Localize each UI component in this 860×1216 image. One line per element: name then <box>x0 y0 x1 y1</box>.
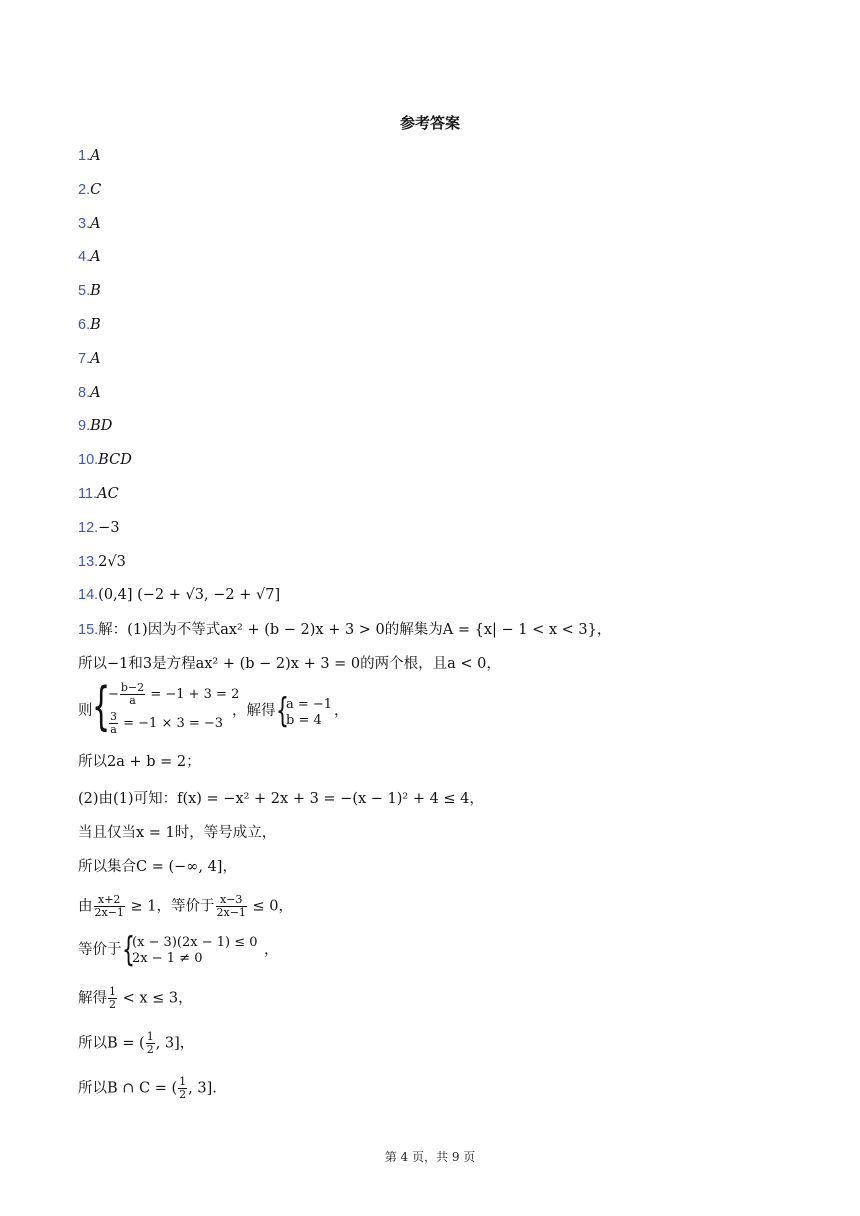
answer-value: B <box>90 283 101 299</box>
answer-value: (0,4] (−2 + √3, −2 + √7] <box>98 587 281 603</box>
q15-line-5: (2)由(1)可知：f(x) = −x² + 2x + 3 = −(x − 1)² + 4 ≤ 4， <box>78 791 484 807</box>
q15-number: 15. <box>78 622 99 638</box>
system-equation-2: a = −1 b = 4 <box>286 697 333 728</box>
system-row: − $\frac{b-2}{a}$ = −1 + 3 = 2 <box>108 681 240 707</box>
answer-item <box>78 450 132 470</box>
answer-value: B <box>90 317 101 333</box>
q15-line-1: 15.解：(1)因为不等式ax² + (b − 2)x + 3 > 0的解集为A = {x| − 1 < x < 3}， <box>78 622 612 638</box>
answer-value: 2√3 <box>98 554 126 570</box>
answer-item <box>78 383 101 403</box>
answer-value: A <box>90 249 101 265</box>
answer-number: 4. <box>78 249 91 265</box>
q15-line-2: 所以−1和3是方程ax² + (b − 2)x + 3 = 0的两个根，且a < 0， <box>78 656 501 672</box>
q15-line-9-end: ， <box>264 942 279 958</box>
answer-value: C <box>90 182 102 198</box>
q15-line-11: 所以B = ( $\frac{1}{2}$ , 3]， <box>78 1030 195 1056</box>
left-brace: { <box>92 677 111 737</box>
answer-number: 5. <box>78 283 91 299</box>
answer-value: BD <box>90 418 113 434</box>
system-equation-3: (x − 3)(2x − 1) ≤ 0 2x − 1 ≠ 0 <box>132 935 258 966</box>
answer-item <box>78 416 112 436</box>
page-footer: 第 4 页，共 9 页 <box>384 1150 476 1164</box>
answer-item <box>78 146 101 166</box>
answer-number: 7. <box>78 351 91 367</box>
answer-number: 11. <box>78 486 98 502</box>
answer-item <box>78 180 101 200</box>
answer-value: BCD <box>98 452 132 468</box>
q15-line-12: 所以B ∩ C = ( $\frac{1}{2}$ , 3]. <box>78 1075 217 1101</box>
answer-number: 1. <box>78 148 91 164</box>
page-title: 参考答案 <box>399 114 460 132</box>
answer-number: 9. <box>78 418 91 434</box>
answer-number: 2. <box>78 182 91 198</box>
answer-number: 6. <box>78 317 91 333</box>
q15-line-9-prefix: 等价于 <box>78 942 122 958</box>
q15-line-3-end: ， <box>334 703 349 719</box>
q15-line-8: 由 $\frac{x+2}{2x-1}$ ≥ 1，等价于 $\frac{x-3}{2x-1}$ ≤ 0， <box>78 893 294 919</box>
system-row: $\frac{3}{a}$ = −1 × 3 = −3 <box>110 710 224 736</box>
answer-number: 14. <box>78 587 99 603</box>
answer-number: 13. <box>78 554 99 570</box>
q15-line-3-prefix: 则 <box>78 703 93 719</box>
answer-item <box>78 247 101 267</box>
answer-value: A <box>90 148 101 164</box>
answer-value: A <box>90 351 101 367</box>
answer-item <box>78 518 120 538</box>
answer-item <box>78 585 280 605</box>
left-brace: { <box>276 691 289 731</box>
system-equation-1 <box>108 682 239 736</box>
answer-value: A <box>90 385 101 401</box>
answer-item <box>78 552 126 572</box>
answer-value: −3 <box>98 520 120 536</box>
answer-value: AC <box>97 486 119 502</box>
q15-line-7: 所以集合C = (−∞, 4]， <box>78 859 237 875</box>
q15-line-10: 解得 $\frac{1}{2}$ < x ≤ 3， <box>78 985 193 1011</box>
answer-number: 3. <box>78 216 91 232</box>
q15-line-4: 所以2a + b = 2； <box>78 754 201 770</box>
answer-item <box>78 349 101 369</box>
answer-value: A <box>90 216 101 232</box>
q15-line-3-mid: ，解得 <box>232 703 276 719</box>
answer-item <box>78 214 101 234</box>
answer-item <box>78 484 119 504</box>
answer-number: 8. <box>78 385 91 401</box>
left-brace: { <box>122 930 135 970</box>
answer-item <box>78 281 101 301</box>
answer-number: 12. <box>78 520 99 536</box>
answer-number: 10. <box>78 452 99 468</box>
q15-line-6: 当且仅当x = 1时，等号成立， <box>78 825 277 841</box>
answer-item <box>78 315 101 335</box>
